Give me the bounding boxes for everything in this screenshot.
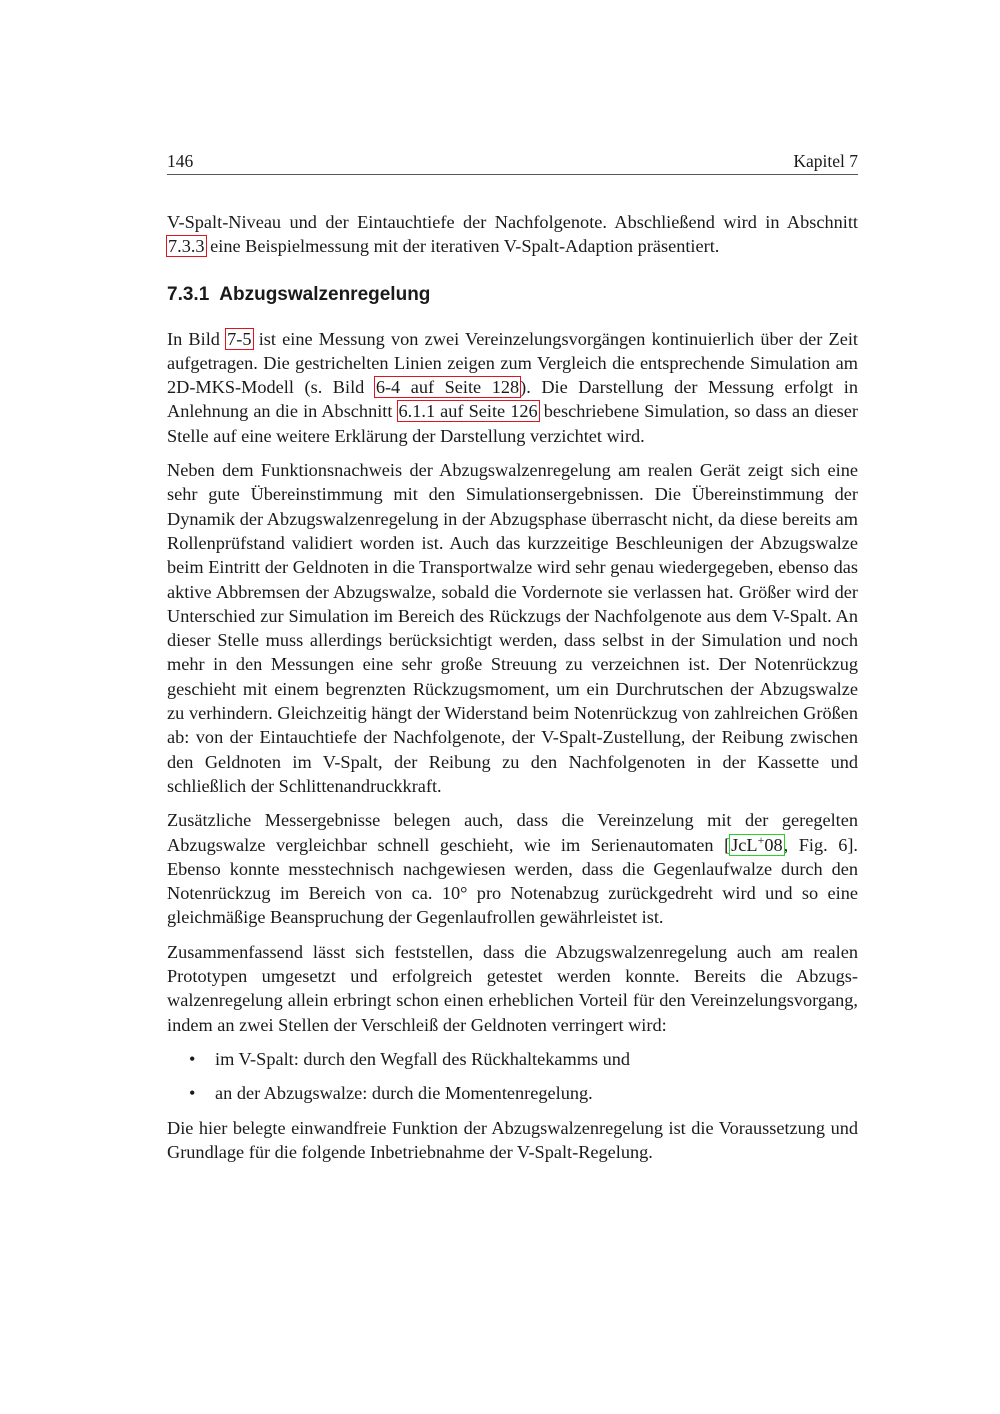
citation-year: 08 xyxy=(764,834,783,855)
figure-ref-link[interactable]: 7-5 xyxy=(227,328,252,349)
bullet-icon: • xyxy=(189,1083,196,1104)
running-head xyxy=(167,148,858,175)
body-text xyxy=(167,210,858,1174)
intro-paragraph xyxy=(167,210,858,259)
list-item xyxy=(167,1047,858,1071)
bullet-icon: • xyxy=(189,1048,196,1069)
list-item xyxy=(167,1081,858,1105)
section-page-ref-link[interactable]: 6.1.1 auf Seite 126 xyxy=(398,401,538,422)
paragraph-1-text: In Bild xyxy=(167,328,227,349)
paragraph-5: Die hier belegte einwandfreie Funktion der Abzugswalzenregelung ist die Voraussetzung und Grundlage für die folgende Inbetriebnahme der V-Spalt-Regelung. xyxy=(167,1117,858,1162)
paragraph-3 xyxy=(167,808,858,929)
paragraph-1-text: ist eine Messung von zwei Vereinzelungsvorgängen kontinuierlich über der Zeit aufgetragen. Die gestrichelten Linien zeigen zum Vergleich die entsprechende Simulation am 2D-MKS-Modell (s. Bild xyxy=(167,328,858,398)
bullet-list xyxy=(167,1047,858,1106)
section-number: 7.3.1 xyxy=(167,283,210,305)
paragraph-3-text: , Fig. 6]. Ebenso konnte messtechnisch nachgewiesen werden, dass die Gegenlaufwalze durch den Notenrückzug im Bereich von ca. 10° pro Notenabzug zurückgedreht wird und so eine gleichmäßige Beanspruchung der Gegenlaufrollen gewährleistet ist. xyxy=(167,834,858,928)
citation-key: JcL xyxy=(731,834,758,855)
figure-page-ref-link[interactable]: 6-4 auf Seite 128 xyxy=(375,377,520,398)
paragraph-1-text: ). Die Darstellung der Messung erfolgt in Anlehnung an die in Abschnitt xyxy=(167,377,858,422)
intro-text-before: V-Spalt-Niveau und der Eintauchtiefe der Nachfolgenote. Abschließend wird in Abschnitt xyxy=(167,212,858,232)
page-number: 146 xyxy=(167,151,194,171)
chapter-label: Kapitel 7 xyxy=(793,151,858,171)
section-heading xyxy=(167,283,858,307)
paragraph-2: Neben dem Funktionsnachweis der Abzugswalzenregelung am realen Gerät zeigt sich eine sehr gute Übereinstimmung mit den Simulationsergebnissen. Die Übereinstimmung der Dynamik der Abzugswalzenregelung in der Abzugsphase überrascht nicht, da diese bereits am Rollenprüfstand validiert worden ist. Auch das kurzzeitige Beschleunigen der Abzugswalze beim Eintritt der Geldnoten in die Transportwalze wird sehr genau wiedergegeben, ebenso das aktive Abbremsen der Abzugswalze, sobald die Vordernote sie verlassen hat. Größer wird der Unterschied zur Simulation im Bereich des Rückzugs der Nachfolgenote aus dem V-Spalt. An dieser Stelle muss allerdings berücksichtigt werden, dass selbst in der Simulation und noch mehr in den Messungen eine sehr große Streuung zu verzeichnen ist. Der Notenrückzug geschieht mit einem begrenzten Rückzugsmoment, um ein Durchrutschen der Abzugswalze zu verhindern. Gleichzeitig hängt der Widerstand beim Notenrückzug von zahlreichen Größen ab: von der Eintauchtiefe der Nachfolgenote, der V-Spalt-Zustellung, der Reibung zwischen den Geldnoten im V-Spalt, der Reibung zu den Nachfolgenoten in der Kassette und schließlich der Schlittenandruckkraft. xyxy=(167,460,858,796)
page xyxy=(167,0,858,1414)
paragraph-3-text: Zusätzliche Messergebnisse belegen auch, dass die Vereinzelung mit der geregelten Abzugswalze vergleichbar schnell geschieht, wie im Serienautomaten [ xyxy=(167,810,858,855)
list-item-text: an der Abzugswalze: durch die Momentenregelung. xyxy=(215,1083,593,1104)
section-ref-link[interactable]: 7.3.3 xyxy=(168,236,205,257)
section-title: Abzugswalzenregelung xyxy=(219,283,431,305)
intro-text-after: eine Beispielmessung mit der iterativen V-Spalt-Adaption präsentiert. xyxy=(205,236,720,257)
paragraph-1 xyxy=(167,327,858,448)
list-item-text: im V-Spalt: durch den Wegfall des Rückhaltekamms und xyxy=(215,1048,631,1069)
paragraph-4: Zusammenfassend lässt sich feststellen, dass die Abzugswalzenregelung auch am realen Prototypen umgesetzt und erfolgreich getestet werden konnte. Bereits die Abzugswalzenregelung allein erbringt schon einen erheblichen Vorteil für den Vereinzelungsvorgang, indem an zwei Stellen der Verschleiß der Geldnoten verringert wird: xyxy=(167,941,858,1035)
citation-link[interactable] xyxy=(730,832,783,855)
paragraph-1-text: beschriebene Simulation, so dass an dieser Stelle auf eine weitere Erklärung der Darstellung verzichtet wird. xyxy=(167,401,858,446)
citation-superscript: + xyxy=(757,832,765,847)
